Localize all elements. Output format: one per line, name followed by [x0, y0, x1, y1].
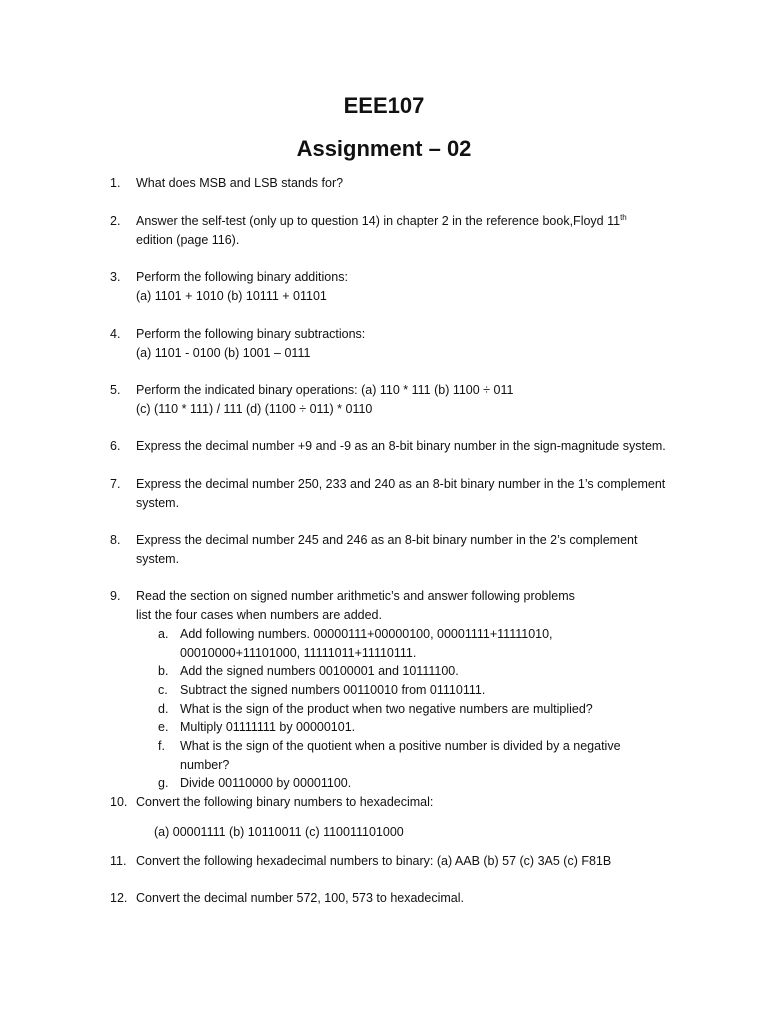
- question-text: (a) 1101 - 0100 (b) 1001 – 0111: [136, 346, 311, 360]
- question-text: system.: [136, 552, 180, 566]
- subitem-label: c.: [158, 683, 168, 697]
- question-text: Convert the following binary numbers to hexadecimal:: [136, 795, 434, 809]
- subitem-text: What is the sign of the quotient when a positive number is divided by a negative: [180, 739, 621, 753]
- question-text: (c) (110 * 111) / 111 (d) (1100 ÷ 011) * 0110: [136, 402, 373, 416]
- question-text: edition (page 116).: [136, 233, 240, 247]
- question-number: 6.: [110, 439, 121, 453]
- question-text: Express the decimal number +9 and -9 as an 8-bit binary number in the sign-magnitude system.: [136, 439, 666, 453]
- question-number: 8.: [110, 533, 121, 547]
- question-text: (a) 1101 + 1010 (b) 10111 + 01101: [136, 289, 327, 303]
- question-number: 11.: [110, 854, 127, 868]
- question-text: Perform the indicated binary operations: (a) 110 * 111 (b) 1100 ÷ 011: [136, 383, 514, 397]
- question-number: 1.: [110, 176, 121, 190]
- question-text: (a) 00001111 (b) 10110011 (c) 110011101000: [154, 825, 404, 839]
- subitem-label: g.: [158, 776, 169, 790]
- question-text: list the four cases when numbers are added.: [136, 608, 382, 622]
- subitem-label: d.: [158, 702, 169, 716]
- subitem-label: e.: [158, 720, 169, 734]
- question-number: 9.: [110, 589, 121, 603]
- question-text: What does MSB and LSB stands for?: [136, 176, 344, 190]
- question-text: system.: [136, 496, 180, 510]
- question-number: 5.: [110, 383, 121, 397]
- question-number: 4.: [110, 327, 121, 341]
- superscript: th: [620, 212, 627, 222]
- question-number: 2.: [110, 214, 121, 228]
- subitem-text: Add the signed numbers 00100001 and 10111100.: [180, 664, 459, 678]
- question-text: Answer the self-test (only up to question 14) in chapter 2 in the reference book,Floyd 11th: [136, 212, 627, 228]
- subitem-text: What is the sign of the product when two negative numbers are multiplied?: [180, 702, 593, 716]
- subitem-text: number?: [180, 758, 230, 772]
- subitem-label: a.: [158, 627, 169, 641]
- question-number: 12.: [110, 891, 128, 905]
- question-text: Convert the decimal number 572, 100, 573 to hexadecimal.: [136, 891, 464, 905]
- subitem-label: b.: [158, 664, 169, 678]
- question-text: Perform the following binary subtractions:: [136, 327, 366, 341]
- subitem-text: Multiply 01111111 by 00000101.: [180, 720, 356, 734]
- assignment-title: Assignment – 02: [296, 136, 472, 161]
- question-text: Express the decimal number 245 and 246 as an 8-bit binary number in the 2’s complement: [136, 533, 638, 547]
- subitem-label: f.: [158, 739, 165, 753]
- subitem-text: Divide 00110000 by 00001100.: [180, 776, 352, 790]
- question-text: Read the section on signed number arithmetic’s and answer following problems: [136, 589, 575, 603]
- subitem-text: Add following numbers. 00000111+00000100, 00001111+11111010,: [180, 627, 553, 641]
- subitem-text: Subtract the signed numbers 00110010 from 01110111.: [180, 683, 486, 697]
- question-number: 3.: [110, 270, 121, 284]
- question-number: 10.: [110, 795, 128, 809]
- subitem-text: 00010000+11101000, 11111011+11110111.: [180, 646, 417, 660]
- question-text: Perform the following binary additions:: [136, 270, 348, 284]
- question-text: Convert the following hexadecimal numbers to binary: (a) AAB (b) 57 (c) 3A5 (c) F81B: [136, 854, 612, 868]
- question-number: 7.: [110, 477, 121, 491]
- question-text: Express the decimal number 250, 233 and 240 as an 8-bit binary number in the 1’s complement: [136, 477, 666, 491]
- course-code: EEE107: [343, 93, 425, 118]
